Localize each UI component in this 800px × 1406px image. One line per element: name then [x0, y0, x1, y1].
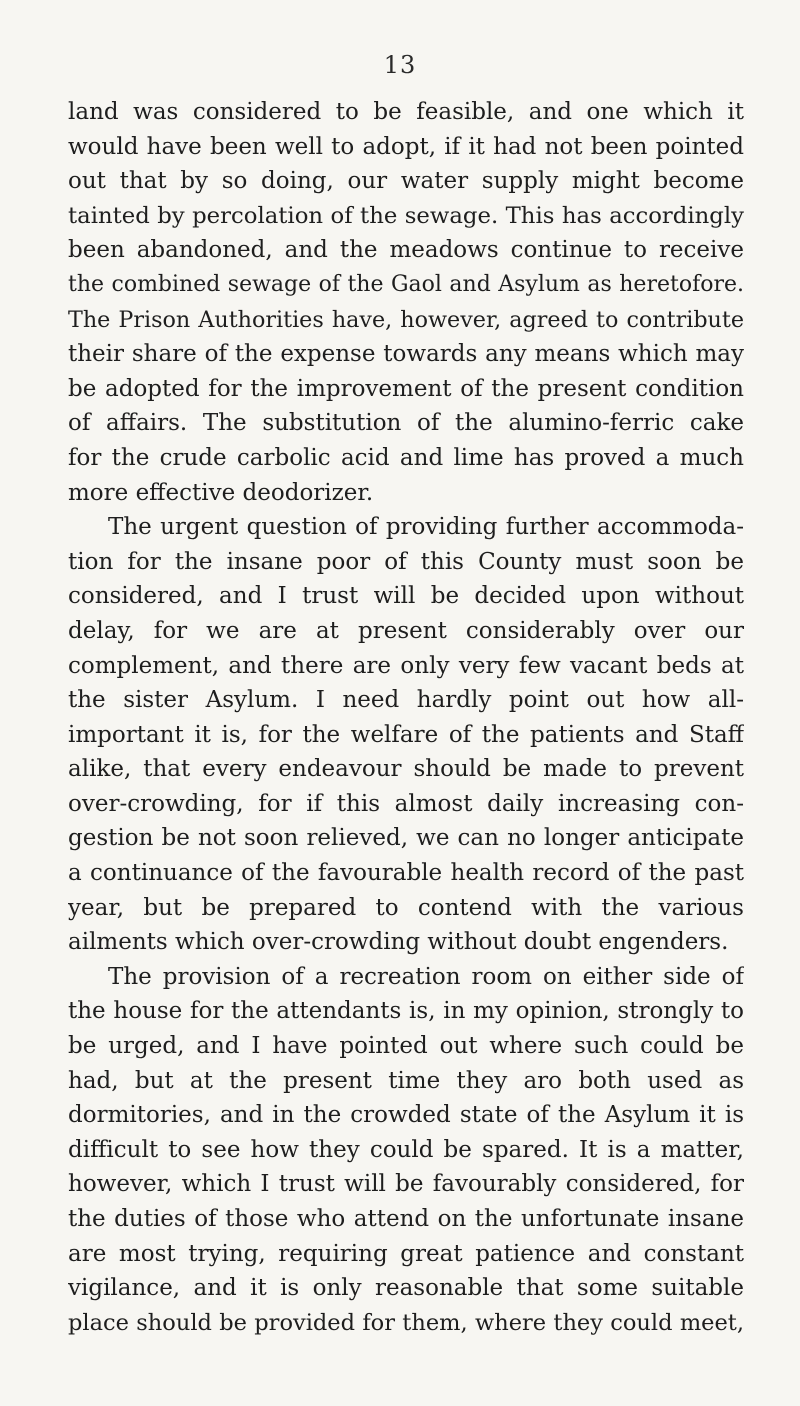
text-line: over-crowding, for if this almost daily increasing con-	[68, 790, 744, 817]
text-line: important it is, for the welfare of the patients and Staff	[68, 721, 744, 748]
text-line: delay, for we are at present considerably over our	[68, 617, 744, 644]
text-line: The provision of a recreation room on either side of	[108, 963, 744, 990]
text-line: place should be provided for them, where they could meet,	[68, 1309, 744, 1336]
text-line: land was considered to be feasible, and one which it	[68, 99, 744, 125]
text-line: for the crude carbolic acid and lime has proved a much	[68, 444, 744, 471]
text-line: tion for the insane poor of this County must soon be	[68, 548, 744, 575]
text-line: difficult to see how they could be spared. It is a matter,	[68, 1136, 744, 1163]
text-line: the house for the attendants is, in my opinion, strongly to	[68, 998, 744, 1025]
text-line: be adopted for the improvement of the present condition	[68, 375, 744, 402]
page-number: 13	[383, 51, 417, 79]
body-text	[68, 95, 744, 1340]
text-line: are most trying, requiring great patience and constant	[68, 1240, 744, 1267]
text-line: had, but at the present time they aro both used as	[68, 1067, 744, 1094]
text-line: of affairs. The substitution of the alumino-ferric cake	[68, 410, 744, 437]
text-line: the combined sewage of the Gaol and Asylum as heretofore.	[68, 271, 744, 297]
text-line: however, which I trust will be favourably considered, for	[68, 1171, 744, 1198]
text-line: been abandoned, and the meadows continue to receive	[68, 237, 744, 264]
text-line: alike, that every endeavour should be made to prevent	[68, 756, 744, 783]
text-line: The Prison Authorities have, however, agreed to contribute	[68, 306, 744, 333]
text-line: a continuance of the favourable health record of the past	[68, 860, 744, 887]
text-line: The urgent question of providing further accommoda-	[108, 514, 744, 541]
text-line: tainted by percolation of the sewage. This has accordingly	[68, 202, 744, 229]
text-line: would have been well to adopt, if it had not been pointed	[68, 133, 744, 160]
text-line: the duties of those who attend on the unfortunate insane	[68, 1206, 744, 1232]
text-line: complement, and there are only very few vacant beds at	[68, 652, 744, 679]
text-line: considered, and I trust will be decided upon without	[68, 583, 744, 610]
text-line: year, but be prepared to contend with the various	[68, 894, 744, 921]
text-line: vigilance, and it is only reasonable that some suitable	[68, 1275, 744, 1302]
text-line: out that by so doing, our water supply might become	[68, 168, 744, 195]
text-line: more effective deodorizer.	[68, 479, 374, 506]
text-line: dormitories, and in the crowded state of the Asylum it is	[68, 1102, 744, 1129]
text-line: ailments which over-crowding without doubt engenders.	[68, 929, 729, 956]
text-line: their share of the expense towards any means which may	[68, 341, 744, 368]
text-line: the sister Asylum. I need hardly point out how all-	[68, 687, 744, 714]
text-line: gestion be not soon relieved, we can no longer anticipate	[68, 825, 744, 852]
text-line: be urged, and I have pointed out where such could be	[68, 1033, 744, 1060]
